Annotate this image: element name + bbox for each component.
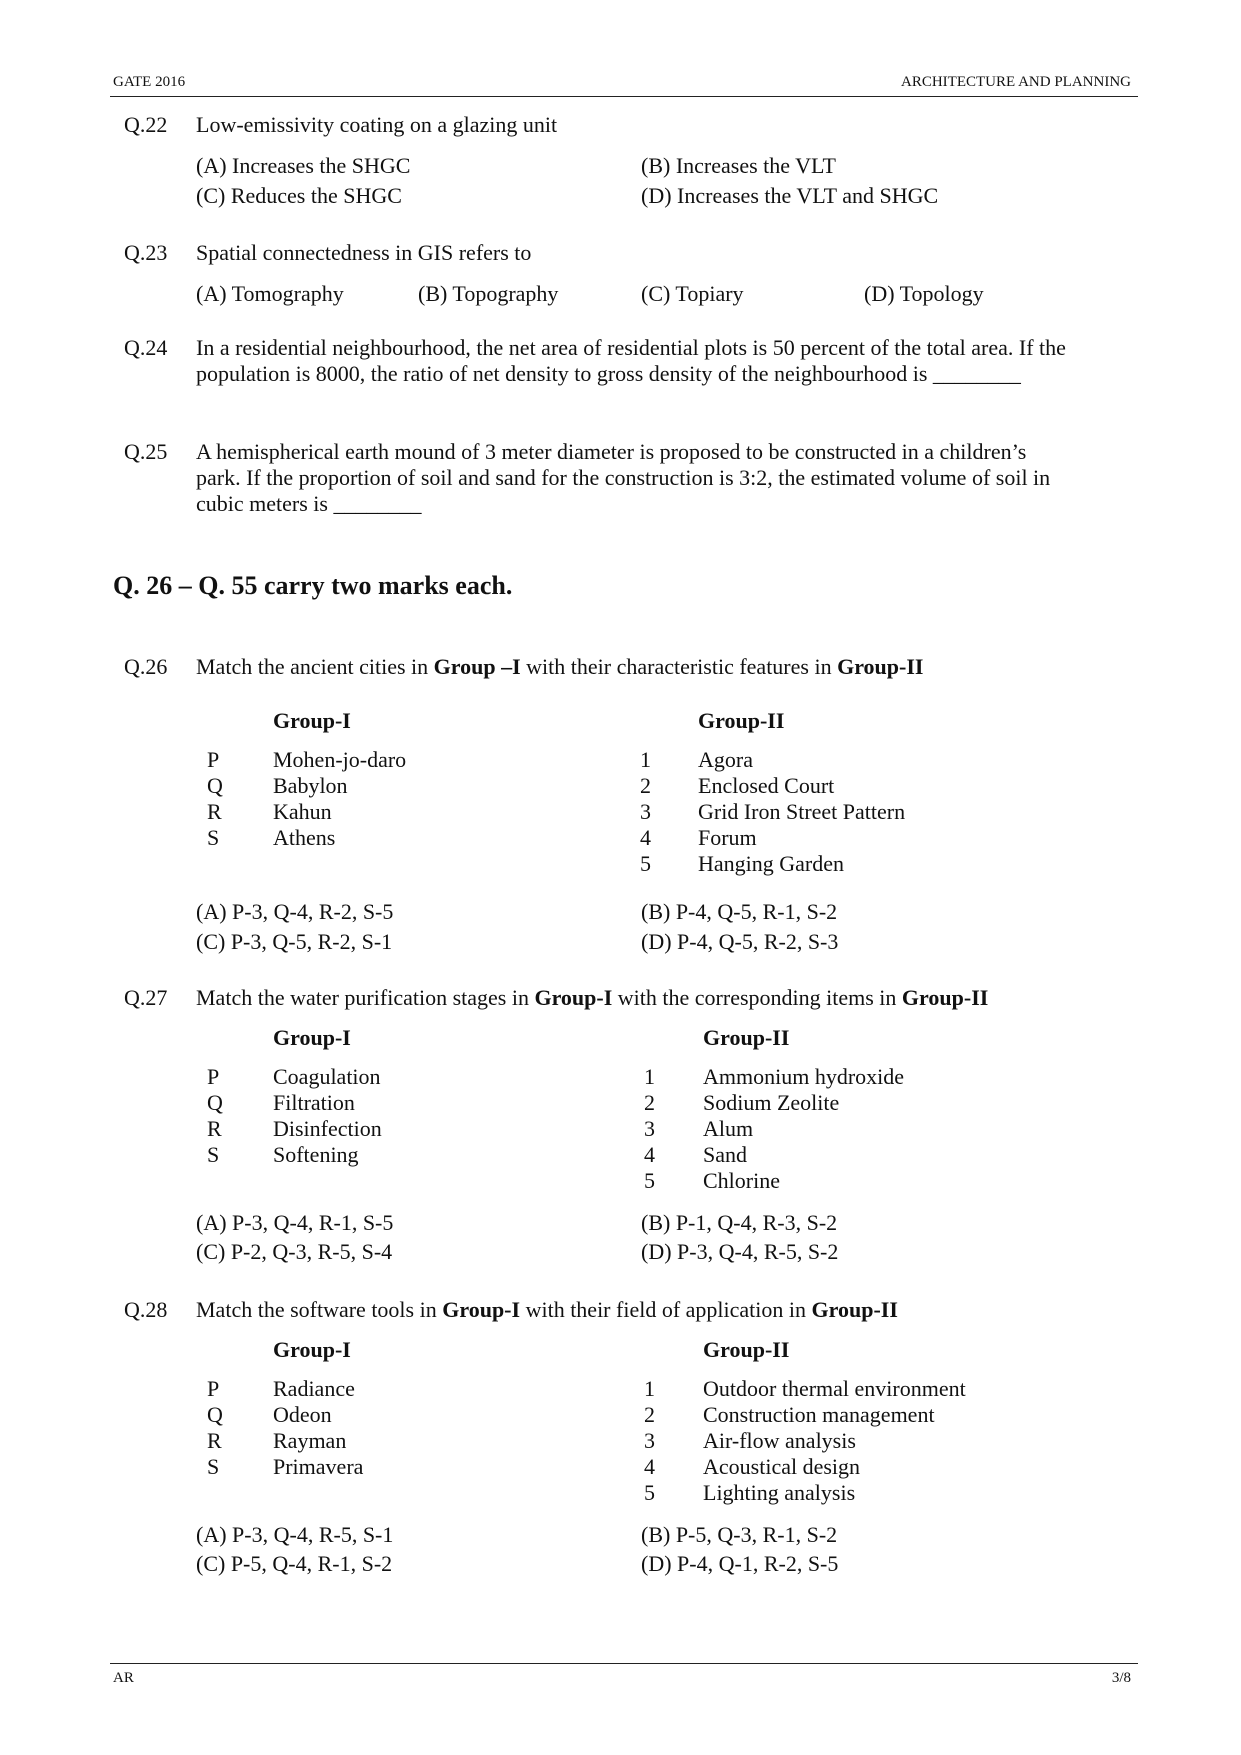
group-2-key: 2 bbox=[640, 773, 651, 798]
group-2-item: Construction management bbox=[703, 1402, 935, 1427]
group-1-key: Q bbox=[207, 1402, 223, 1427]
footer-divider bbox=[110, 1663, 1138, 1664]
group-2-item: Outdoor thermal environment bbox=[703, 1376, 966, 1401]
group-1-key: P bbox=[207, 1064, 220, 1089]
question-text-line: population is 8000, the ratio of net density to gross density of the neighbourhood is ________ bbox=[196, 361, 1021, 386]
group-2-header: Group-II bbox=[703, 1337, 790, 1362]
question-text: Match the water purification stages in Group-I with the corresponding items in Group-II bbox=[196, 985, 989, 1010]
group-2-item: Forum bbox=[698, 825, 757, 850]
group-1-item: Softening bbox=[273, 1142, 359, 1167]
question-text-line: park. If the proportion of soil and sand for the construction is 3:2, the estimated volume of soil in bbox=[196, 465, 1051, 490]
header-divider bbox=[110, 96, 1138, 97]
group-2-item: Sand bbox=[703, 1142, 747, 1167]
group-1-item: Rayman bbox=[273, 1428, 347, 1453]
group-2-key: 1 bbox=[644, 1376, 655, 1401]
group-1-key: P bbox=[207, 747, 220, 772]
group-1-header: Group-I bbox=[273, 1337, 351, 1362]
option-c: (C) P-2, Q-3, R-5, S-4 bbox=[196, 1239, 393, 1264]
question-text: Low-emissivity coating on a glazing unit bbox=[196, 112, 558, 137]
group-2-key: 3 bbox=[640, 799, 651, 824]
group-2-item: Grid Iron Street Pattern bbox=[698, 799, 906, 824]
group-1-item: Babylon bbox=[273, 773, 348, 798]
page-number: 3/8 bbox=[1111, 1670, 1131, 1686]
group-1-header: Group-I bbox=[273, 708, 351, 733]
header-exam-name: GATE 2016 bbox=[113, 74, 186, 90]
group-1-item: Kahun bbox=[273, 799, 332, 824]
group-1-item: Odeon bbox=[273, 1402, 332, 1427]
option-b: (B) Topography bbox=[418, 281, 559, 306]
group-1-key: P bbox=[207, 1376, 220, 1401]
group-1-key: R bbox=[207, 799, 222, 824]
group-2-key: 5 bbox=[644, 1480, 655, 1505]
group-2-key: 5 bbox=[644, 1168, 655, 1193]
option-c: (C) Topiary bbox=[641, 281, 744, 306]
group-1-key: R bbox=[207, 1428, 222, 1453]
group-1-key: R bbox=[207, 1116, 222, 1141]
option-b: (B) P-4, Q-5, R-1, S-2 bbox=[641, 899, 838, 924]
question-number: Q.26 bbox=[124, 654, 168, 679]
group-2-item: Lighting analysis bbox=[703, 1480, 856, 1505]
question-number: Q.24 bbox=[124, 335, 168, 360]
group-1-item: Mohen-jo-daro bbox=[273, 747, 407, 772]
question-number: Q.25 bbox=[124, 439, 168, 464]
option-d: (D) Increases the VLT and SHGC bbox=[641, 183, 939, 208]
option-d: (D) P-4, Q-5, R-2, S-3 bbox=[641, 929, 839, 954]
option-d: (D) Topology bbox=[864, 281, 984, 306]
group-2-key: 3 bbox=[644, 1428, 655, 1453]
group-1-item: Disinfection bbox=[273, 1116, 382, 1141]
option-c: (C) P-5, Q-4, R-1, S-2 bbox=[196, 1551, 393, 1576]
question-text: Match the ancient cities in Group –I with their characteristic features in Group-II bbox=[196, 654, 924, 679]
group-1-item: Athens bbox=[273, 825, 336, 850]
group-2-key: 4 bbox=[640, 825, 651, 850]
question-text-line: In a residential neighbourhood, the net area of residential plots is 50 percent of the total area. If the bbox=[196, 335, 1066, 360]
option-b: (B) Increases the VLT bbox=[641, 153, 836, 178]
group-2-item: Ammonium hydroxide bbox=[703, 1064, 905, 1089]
group-2-item: Acoustical design bbox=[703, 1454, 861, 1479]
group-1-key: S bbox=[207, 825, 220, 850]
group-2-key: 5 bbox=[640, 851, 651, 876]
question-text-line: cubic meters is ________ bbox=[196, 491, 422, 516]
option-a: (A) P-3, Q-4, R-1, S-5 bbox=[196, 1210, 394, 1235]
question-text-line: A hemispherical earth mound of 3 meter diameter is proposed to be constructed in a children’s bbox=[196, 439, 1027, 464]
group-2-key: 4 bbox=[644, 1454, 655, 1479]
group-2-key: 2 bbox=[644, 1402, 655, 1427]
group-2-item: Air-flow analysis bbox=[703, 1428, 856, 1453]
section-heading: Q. 26 – Q. 55 carry two marks each. bbox=[113, 571, 513, 600]
group-1-item: Filtration bbox=[273, 1090, 355, 1115]
group-2-item: Enclosed Court bbox=[698, 773, 835, 798]
option-d: (D) P-4, Q-1, R-2, S-5 bbox=[641, 1551, 839, 1576]
footer-paper-code: AR bbox=[113, 1670, 134, 1686]
option-c: (C) P-3, Q-5, R-2, S-1 bbox=[196, 929, 393, 954]
question-number: Q.27 bbox=[124, 985, 168, 1010]
option-d: (D) P-3, Q-4, R-5, S-2 bbox=[641, 1239, 839, 1264]
group-2-key: 1 bbox=[640, 747, 651, 772]
group-2-item: Alum bbox=[703, 1116, 754, 1141]
group-1-item: Primavera bbox=[273, 1454, 364, 1479]
group-2-item: Chlorine bbox=[703, 1168, 780, 1193]
option-a: (A) Tomography bbox=[196, 281, 344, 306]
option-a: (A) P-3, Q-4, R-2, S-5 bbox=[196, 899, 394, 924]
group-2-key: 4 bbox=[644, 1142, 655, 1167]
question-number: Q.28 bbox=[124, 1297, 168, 1322]
header-paper-name: ARCHITECTURE AND PLANNING bbox=[901, 74, 1131, 90]
group-2-key: 1 bbox=[644, 1064, 655, 1089]
group-1-key: Q bbox=[207, 773, 223, 798]
group-2-header: Group-II bbox=[703, 1025, 790, 1050]
question-text: Match the software tools in Group-I with their field of application in Group-II bbox=[196, 1297, 898, 1322]
question-number: Q.22 bbox=[124, 112, 168, 137]
group-2-header: Group-II bbox=[698, 708, 785, 733]
group-2-key: 3 bbox=[644, 1116, 655, 1141]
group-1-item: Radiance bbox=[273, 1376, 355, 1401]
option-b: (B) P-5, Q-3, R-1, S-2 bbox=[641, 1522, 838, 1547]
question-number: Q.23 bbox=[124, 240, 168, 265]
question-text: Spatial connectedness in GIS refers to bbox=[196, 240, 532, 265]
group-1-key: Q bbox=[207, 1090, 223, 1115]
group-1-header: Group-I bbox=[273, 1025, 351, 1050]
group-2-item: Hanging Garden bbox=[698, 851, 845, 876]
option-a: (A) P-3, Q-4, R-5, S-1 bbox=[196, 1522, 394, 1547]
group-2-item: Agora bbox=[698, 747, 753, 772]
option-b: (B) P-1, Q-4, R-3, S-2 bbox=[641, 1210, 838, 1235]
option-c: (C) Reduces the SHGC bbox=[196, 183, 402, 208]
group-1-key: S bbox=[207, 1142, 220, 1167]
group-1-item: Coagulation bbox=[273, 1064, 381, 1089]
group-2-item: Sodium Zeolite bbox=[703, 1090, 840, 1115]
group-2-key: 2 bbox=[644, 1090, 655, 1115]
option-a: (A) Increases the SHGC bbox=[196, 153, 411, 178]
group-1-key: S bbox=[207, 1454, 220, 1479]
